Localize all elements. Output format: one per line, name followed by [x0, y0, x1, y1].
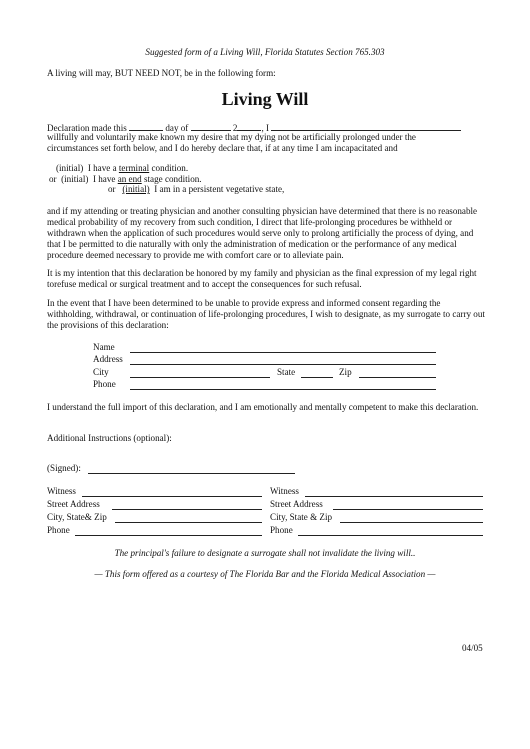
witness1-street-field[interactable] [112, 509, 262, 510]
condition-text: I have a [87, 163, 117, 173]
condition-text: I am in a persistent vegetative state, [154, 184, 285, 194]
surrogate-name-field[interactable] [130, 352, 436, 353]
witness1-phone-label: Phone [47, 525, 70, 535]
paragraph-intention: It is my intention that this declaration be honored by my family and physician as the final expression of my legal right torefuse medical or surgical treatment and to accept the consequences for such refusal. [47, 268, 477, 289]
witness2-street-label: Street Address [270, 499, 323, 509]
condition-text: I have [92, 174, 116, 184]
condition-underlined: terminal [118, 163, 150, 173]
surrogate-phone-field[interactable] [130, 389, 436, 390]
intro-text: A living will may, BUT NEED NOT, be in the following form: [47, 68, 276, 78]
year-prefix: 2 [232, 123, 238, 133]
surrogate-address-label: Address [93, 354, 123, 364]
signed-label: (Signed): [47, 463, 81, 473]
surrogate-city-label: City [93, 367, 109, 377]
witness2-city-field[interactable] [340, 522, 483, 523]
witness2-city-label: City, State & Zip [270, 512, 333, 522]
footer-note-courtesy: — This form offered as a courtesy of The Florida Bar and the Florida Medical Association — [94, 569, 436, 579]
surrogate-phone-label: Phone [93, 379, 116, 389]
witness1-field[interactable] [82, 496, 262, 497]
month-field[interactable] [191, 121, 231, 131]
witness1-street-label: Street Address [47, 499, 100, 509]
witness1-phone-field[interactable] [75, 535, 262, 536]
year-field[interactable] [237, 121, 261, 131]
day-of-label: day of [165, 123, 189, 133]
witness2-field[interactable] [305, 496, 483, 497]
witness2-label: Witness [270, 486, 299, 496]
paragraph-physician-determination: and if my attending or treating physician and another consulting physician have determined that there is no reasonable medical probability of my recovery from such condition, I direct that life-prolonging procedures be withheld or withdrawn when the application of such procedures would serve only to prolong artificially the process of dying, and that I be permitted to die naturally with only the administration of medication or the performance of any medical procedure deemed necessary to provide me with comfort care or to alleviate pain. [47, 206, 478, 260]
condition-underlined: an end [117, 174, 142, 184]
condition-terminal[interactable] [56, 163, 188, 174]
initial-label: (initial) [61, 174, 89, 184]
initial-label: (initial) [56, 163, 84, 173]
witness1-city-label: City, State& Zip [47, 512, 107, 522]
paragraph-competence: I understand the full import of this declaration, and I am emotionally and mentally competent to make this declaration. [47, 402, 479, 412]
surrogate-state-label: State [277, 367, 296, 377]
or-label: or [49, 174, 57, 184]
declaration-prefix: Declaration made this [47, 123, 127, 133]
surrogate-address-field[interactable] [130, 364, 436, 365]
witness2-phone-label: Phone [270, 525, 293, 535]
witness2-street-field[interactable] [333, 509, 483, 510]
or-label: or [108, 184, 116, 194]
condition-text: condition. [151, 163, 189, 173]
declaration-line-3: circumstances set forth below, and I do hereby declare that, if at any time I am incapacitated and [47, 143, 398, 153]
initial-label: (initial) [122, 184, 150, 194]
surrogate-name-label: Name [93, 342, 115, 352]
footer-note-surrogate: The principal's failure to designate a surrogate shall not invalidate the living will.. [114, 548, 416, 558]
paragraph-surrogate: In the event that I have been determined to be unable to provide express and informed consent regarding the withholding, withdrawal, or continuation of life-prolonging procedures, I wish to designate, as my surrogate to carry out the provisions of this declaration: [47, 298, 485, 330]
day-field[interactable] [129, 121, 163, 131]
page-title: Living Will [221, 89, 309, 109]
header-note: Suggested form of a Living Will, Florida Statutes Section 765.303 [145, 47, 385, 57]
surrogate-zip-field[interactable] [359, 377, 436, 378]
condition-text: stage condition. [143, 174, 202, 184]
witness2-phone-field[interactable] [298, 535, 483, 536]
additional-instructions-label: Additional Instructions (optional): [47, 433, 172, 443]
surrogate-zip-label: Zip [339, 367, 352, 377]
witness1-label: Witness [47, 486, 76, 496]
declaration-line-2: willfully and voluntarily make known my desire that my dying not be artificially prolonged under the [47, 132, 416, 142]
signature-field[interactable] [88, 473, 295, 474]
surrogate-state-field[interactable] [301, 377, 333, 378]
condition-vegetative[interactable] [108, 184, 284, 195]
declarant-name-field[interactable] [271, 121, 461, 131]
i-label: , I [261, 123, 270, 133]
form-code: 04/05 [462, 643, 483, 653]
witness1-city-field[interactable] [115, 522, 262, 523]
surrogate-city-field[interactable] [130, 377, 270, 378]
